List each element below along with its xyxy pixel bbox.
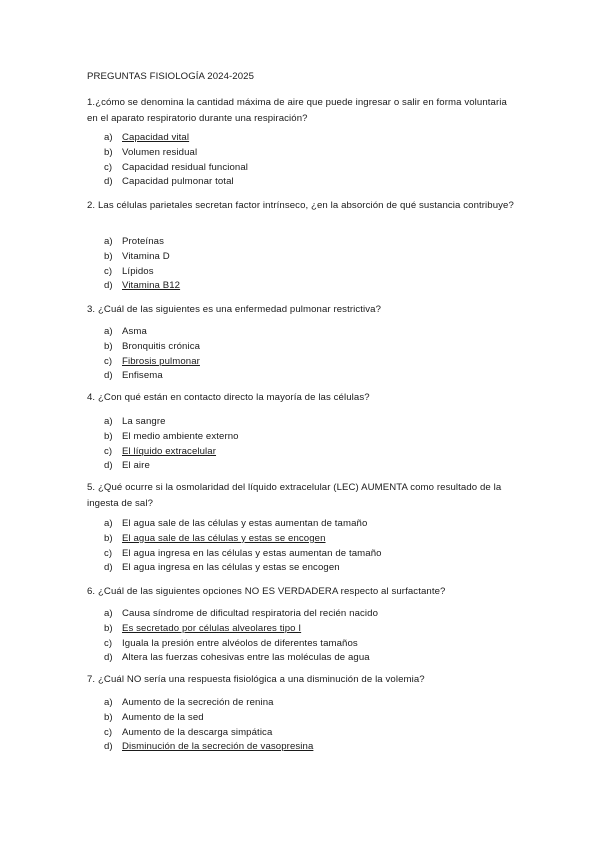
option-list [104, 235, 180, 294]
answer-option [104, 459, 239, 474]
answer-option [104, 355, 200, 370]
option-text: Vitamina D [122, 250, 170, 262]
option-list [104, 131, 248, 190]
option-text-underlined: El agua sale de las células y estas se encogen [122, 532, 326, 544]
option-letter: d) [104, 460, 113, 472]
answer-option [104, 279, 180, 294]
option-letter: c) [104, 547, 113, 559]
option-letter: c) [104, 726, 113, 738]
option-letter: b) [104, 711, 113, 723]
answer-option [104, 651, 378, 666]
option-letter: b) [104, 146, 113, 158]
question-text: 6. ¿Cuál de las siguientes opciones NO ES VERDADERA respecto al surfactante? [87, 586, 446, 597]
answer-option [104, 711, 313, 726]
answer-option [104, 740, 313, 755]
answer-option [104, 430, 239, 445]
option-text-underlined: Fibrosis pulmonar [122, 355, 200, 367]
option-text: Aumento de la descarga simpática [122, 726, 273, 738]
option-text: El agua ingresa en las células y estas aumentan de tamaño [122, 547, 382, 559]
option-letter: a) [104, 236, 113, 247]
option-letter: a) [104, 326, 113, 337]
option-text-underlined: Disminución de la secreción de vasopresina [122, 741, 314, 753]
question-text: 2. Las células parietales secretan factor intrínseco, ¿en la absorción de qué sustancia contribuye? [87, 200, 514, 211]
option-text: Bronquitis crónica [122, 340, 201, 352]
option-text: Causa síndrome de dificultad respiratoria del recién nacido [122, 608, 379, 619]
option-letter: a) [104, 416, 113, 427]
option-letter: b) [104, 622, 113, 634]
option-text: Capacidad pulmonar total [122, 176, 234, 188]
answer-option [104, 547, 382, 562]
answer-option [104, 325, 200, 340]
answer-option [104, 340, 200, 355]
option-list [104, 696, 313, 755]
option-letter: b) [104, 250, 113, 262]
question-text: 4. ¿Con qué están en contacto directo la mayoría de las células? [87, 392, 370, 403]
option-text: Aumento de la secreción de renina [122, 697, 274, 708]
option-text: Aumento de la sed [122, 711, 204, 723]
answer-option [104, 726, 313, 741]
option-letter: a) [104, 518, 113, 529]
document-title: PREGUNTAS FISIOLOGÍA 2024-2025 [87, 71, 255, 82]
option-text: Iguala la presión entre alvéolos de diferentes tamaños [122, 637, 358, 649]
answer-option [104, 607, 378, 622]
question-text: 7. ¿Cuál NO sería una respuesta fisiológica a una disminución de la volemia? [87, 674, 425, 685]
option-text: Volumen residual [122, 146, 198, 158]
answer-option [104, 415, 239, 430]
option-list [104, 607, 378, 666]
option-text: El aire [122, 460, 150, 472]
option-text-underlined: El líquido extracelular [122, 445, 217, 457]
answer-option [104, 517, 382, 532]
option-letter: d) [104, 562, 113, 574]
option-text: Altera las fuerzas cohesivas entre las moléculas de agua [122, 652, 370, 664]
option-text: Lípidos [122, 265, 154, 277]
answer-option [104, 161, 248, 176]
option-letter: a) [104, 132, 113, 143]
option-letter: d) [104, 280, 113, 292]
option-letter: a) [104, 697, 113, 708]
question-text: 5. ¿Qué ocurre si la osmolaridad del líquido extracelular (LEC) AUMENTA como resultado de la ingesta de sal? [87, 482, 502, 509]
option-letter: c) [104, 637, 113, 649]
option-text: Proteínas [122, 236, 164, 247]
option-letter: d) [104, 652, 113, 664]
answer-option [104, 622, 378, 637]
option-letter: d) [104, 176, 113, 188]
option-letter: c) [104, 355, 113, 367]
option-letter: a) [104, 608, 113, 619]
option-text: El agua sale de las células y estas aumentan de tamaño [122, 518, 368, 529]
option-text: La sangre [122, 416, 166, 427]
option-text: El medio ambiente externo [122, 430, 239, 442]
answer-option [104, 146, 248, 161]
answer-option [104, 445, 239, 460]
option-letter: b) [104, 430, 113, 442]
answer-option [104, 561, 382, 576]
answer-option [104, 637, 378, 652]
question-text: 3. ¿Cuál de las siguientes es una enfermedad pulmonar restrictiva? [87, 304, 382, 315]
option-text: El agua ingresa en las células y estas se encogen [122, 562, 340, 574]
option-letter: d) [104, 741, 113, 753]
answer-option [104, 265, 180, 280]
option-letter: c) [104, 265, 113, 277]
option-text: Asma [122, 326, 147, 337]
answer-option [104, 131, 248, 146]
option-text-underlined: Capacidad vital [122, 132, 190, 143]
answer-option [104, 250, 180, 265]
option-list [104, 325, 200, 384]
option-letter: b) [104, 340, 113, 352]
option-letter: c) [104, 161, 113, 173]
option-text-underlined: Vitamina B12 [122, 280, 181, 292]
question-text: 1.¿cómo se denomina la cantidad máxima de aire que puede ingresar o salir en forma voluntaria en el aparato respiratorio durante una respiración? [87, 97, 507, 124]
option-text: Capacidad residual funcional [122, 161, 249, 173]
option-letter: d) [104, 370, 113, 382]
option-list [104, 517, 382, 576]
option-text: Enfisema [122, 370, 163, 382]
answer-option [104, 696, 313, 711]
option-letter: c) [104, 445, 113, 457]
option-text-underlined: Es secretado por células alveolares tipo I [122, 622, 302, 634]
answer-option [104, 235, 180, 250]
answer-option [104, 175, 248, 190]
answer-option [104, 532, 382, 547]
option-letter: b) [104, 532, 113, 544]
answer-option [104, 369, 200, 384]
option-list [104, 415, 239, 474]
